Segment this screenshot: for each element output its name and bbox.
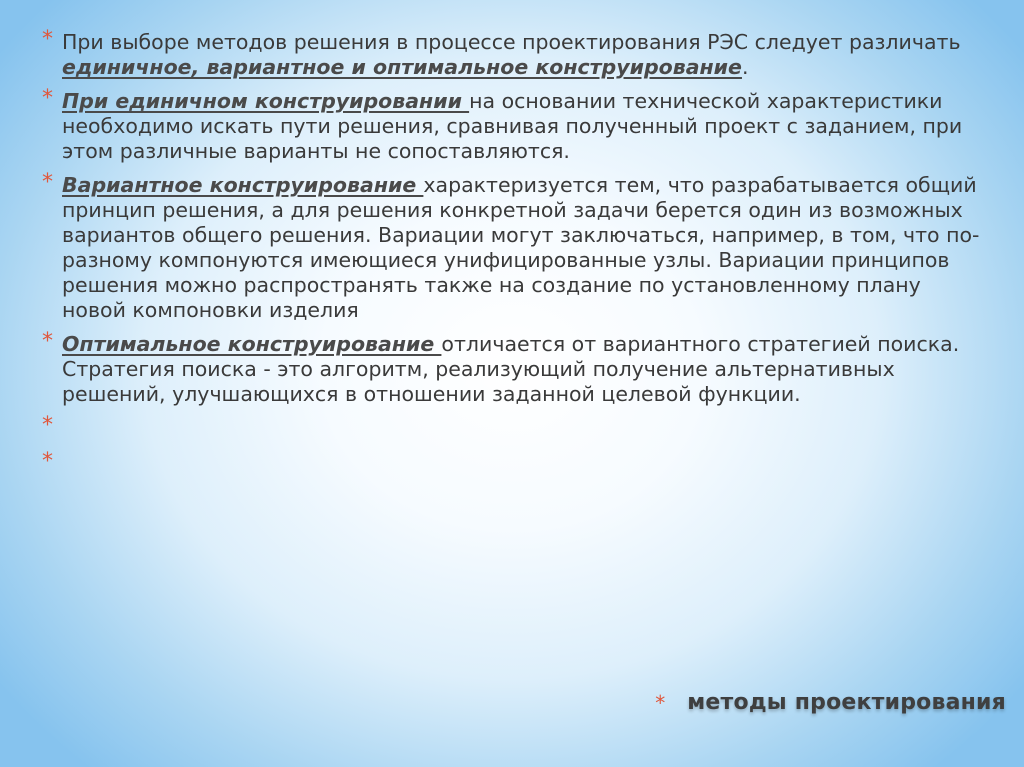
bullet-text: При выборе методов решения в процессе проектирования РЭС следует различать [62, 30, 961, 54]
bullet-item-2 [36, 86, 986, 164]
slide-title: методы проектирования [687, 690, 1006, 715]
asterisk-bullet-icon: * [42, 329, 53, 354]
asterisk-bullet-icon: * [42, 413, 53, 438]
bullet-term: единичное, вариантное и оптимальное конструирование [62, 55, 742, 79]
asterisk-bullet-icon: * [42, 86, 53, 111]
asterisk-bullet-icon: * [42, 449, 53, 474]
bullet-item-3 [36, 170, 986, 323]
bullet-text: характеризуется тем, что разрабатывается общий принцип решения, а для решения конкретной задачи берется один из возможных вариантов общего решения. Вариации могут заключаться, например, в том, что по-разному компонуются имеющиеся унифицированные узлы. Вариации принципов решения можно распространять также на создание по установленному плану новой компоновки изделия [62, 173, 980, 322]
bullet-item-1 [36, 27, 986, 80]
asterisk-icon: * [655, 690, 666, 715]
bullet-term: Вариантное конструирование [62, 173, 424, 197]
bullet-text-tail: . [741, 55, 749, 79]
bullet-item-empty-1 [36, 413, 986, 441]
asterisk-bullet-icon: * [42, 27, 53, 52]
bullet-text: на основании технической характеристики необходимо искать пути решения, сравнивая полученный проект с заданием, при этом различные варианты не сопоставляются. [62, 89, 963, 163]
slide-footer [655, 690, 1006, 715]
bullet-list [36, 27, 986, 488]
asterisk-bullet-icon: * [42, 170, 53, 195]
bullet-term: При единичном конструировании [62, 89, 470, 113]
bullet-item-empty-2 [36, 449, 986, 477]
bullet-item-4 [36, 329, 986, 407]
bullet-text: отличается от вариантного стратегией поиска. Стратегия поиска - это алгоритм, реализующий получение альтернативных решений, улучшающихся в отношении заданной целевой функции. [62, 332, 960, 406]
bullet-term: Оптимальное конструирование [62, 332, 442, 356]
